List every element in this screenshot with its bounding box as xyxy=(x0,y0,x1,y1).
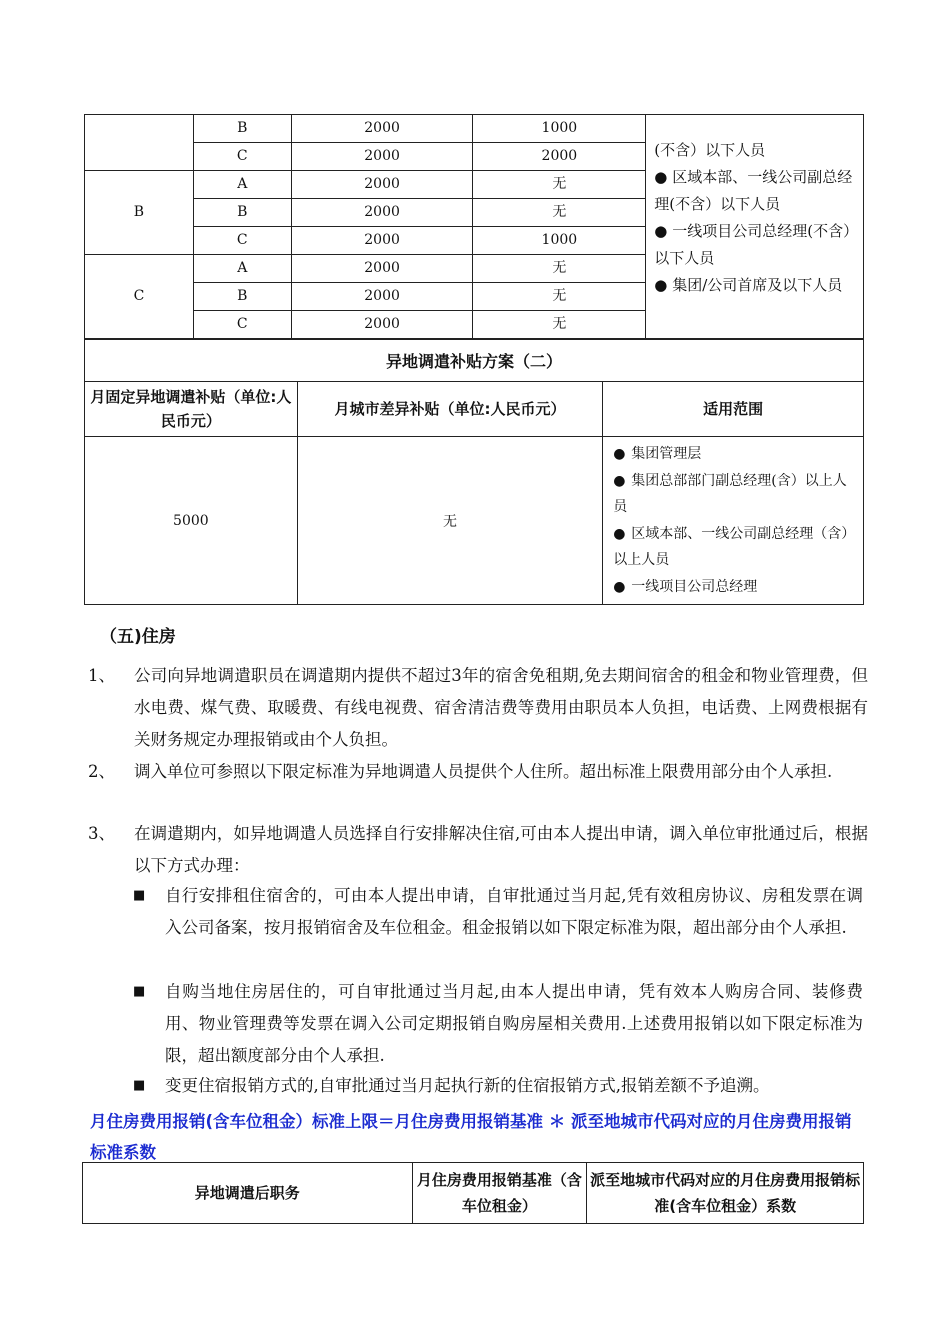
item-text: 调入单位可参照以下限定标准为异地调遣人员提供个人住所。超出标准上限费用部分由个人承担. xyxy=(134,762,833,781)
scope-cell: ● 集团管理层 ● 集团总部部门副总经理(含）以上人员 ● 区域本部、一线公司副总经理（含）以上人员 ● 一线项目公司总经理 xyxy=(603,437,864,605)
housing-table xyxy=(82,1162,864,1224)
value-cell: 2000 xyxy=(291,115,473,143)
header-cell: 适用范围 xyxy=(603,382,864,437)
bullet-icon: ● xyxy=(654,168,668,186)
header-cell: 月住房费用报销基准（含车位租金） xyxy=(412,1163,587,1224)
bullet-icon: ● xyxy=(654,222,668,240)
item-text: 变更住宿报销方式的,自审批通过当月起执行新的住宿报销方式,报销差额不予追溯。 xyxy=(165,1076,770,1095)
item-text: 自购当地住房居住的，可自审批通过当月起,由本人提出申请，凭有效本人购房合同、装修费用、物业管理费等发票在调入公司定期报销自购房屋相关费用.上述费用报销以如下限定标准为限，超出额度部分由个人承担. xyxy=(165,982,863,1065)
subsidy-table-2 xyxy=(84,339,864,605)
value-cell: 2000 xyxy=(473,143,646,171)
square-bullet-icon: ■ xyxy=(133,888,146,903)
header-cell: 派至地城市代码对应的月住房费用报销标准(含车位租金）系数 xyxy=(587,1163,864,1224)
item-text: 自行安排租住宿舍的，可由本人提出申请，自审批通过当月起,凭有效租房协议、房租发票在调入公司备案，按月报销宿舍及车位租金。租金报销以如下限定标准为限，超出部分由个人承担. xyxy=(165,886,863,937)
level-cell: B xyxy=(193,115,291,143)
bullet-icon: ● xyxy=(613,525,626,542)
group-cell xyxy=(85,115,194,171)
level-cell: A xyxy=(193,255,291,283)
value-cell: 无 xyxy=(473,171,646,199)
bullet-icon: ● xyxy=(613,578,626,595)
list-item xyxy=(133,976,863,1072)
scope-cell: (不含）以下人员 ● 区域本部、一线公司副总经理(不含）以下人员 ● 一线项目公司总经理(不含）以下人员 ● 集团/公司首席及以下人员 xyxy=(646,115,864,339)
header-cell: 异地调遣后职务 xyxy=(83,1163,413,1224)
value-cell: 2000 xyxy=(291,255,473,283)
level-cell: C xyxy=(193,143,291,171)
list-item xyxy=(133,880,863,944)
value-cell: 2000 xyxy=(291,171,473,199)
value-cell: 2000 xyxy=(291,227,473,255)
section-heading: （五)住房 xyxy=(100,627,176,647)
item-number: 3、 xyxy=(88,824,115,843)
header-cell: 月固定异地调遣补贴（单位:人民币元） xyxy=(85,382,298,437)
list-item xyxy=(88,818,868,882)
header-cell: 月城市差异补贴（单位:人民币元） xyxy=(297,382,603,437)
value-cell: 无 xyxy=(473,255,646,283)
bullet-icon: ● xyxy=(613,472,626,489)
level-cell: B xyxy=(193,199,291,227)
value-cell: 1000 xyxy=(473,227,646,255)
value-cell: 无 xyxy=(473,199,646,227)
item-text: 在调遣期内，如异地调遣人员选择自行安排解决住宿,可由本人提出申请，调入单位审批通过后，根据以下方式办理： xyxy=(134,824,868,875)
square-bullet-icon: ■ xyxy=(133,984,146,999)
value-cell: 无 xyxy=(473,283,646,311)
level-cell: A xyxy=(193,171,291,199)
value-cell: 1000 xyxy=(473,115,646,143)
value-cell: 无 xyxy=(473,311,646,339)
list-item xyxy=(133,1070,863,1102)
level-cell: B xyxy=(193,283,291,311)
value-cell: 2000 xyxy=(291,143,473,171)
item-number: 1、 xyxy=(88,666,115,685)
fixed-subsidy-value: 5000 xyxy=(85,437,298,605)
bullet-icon: ● xyxy=(613,446,626,462)
list-item xyxy=(88,660,868,756)
value-cell: 2000 xyxy=(291,199,473,227)
level-cell: C xyxy=(193,227,291,255)
group-cell: B xyxy=(85,171,194,255)
value-cell: 2000 xyxy=(291,283,473,311)
item-text: 公司向异地调遣职员在调遣期内提供不超过3年的宿舍免租期,免去期间宿舍的租金和物业管理费，但水电费、煤气费、取暖费、有线电视费、宿舍清洁费等费用由职员本人负担，电话费、上网费根据有关财务规定办理报销或由个人负担。 xyxy=(134,666,868,749)
formula-text: 月住房费用报销(含车位租金）标准上限＝月住房费用报销基准 ＊ 派至地城市代码对应的月住房费用报销标准系数 xyxy=(90,1112,852,1162)
level-cell: C xyxy=(193,311,291,339)
list-item xyxy=(88,756,868,788)
table-title: 异地调遣补贴方案（二） xyxy=(85,340,864,382)
city-diff-value: 无 xyxy=(297,437,603,605)
value-cell: 2000 xyxy=(291,311,473,339)
item-number: 2、 xyxy=(88,762,115,781)
square-bullet-icon: ■ xyxy=(133,1078,146,1093)
bullet-icon: ● xyxy=(654,276,668,294)
subsidy-table-1 xyxy=(84,114,864,339)
group-cell: C xyxy=(85,255,194,339)
